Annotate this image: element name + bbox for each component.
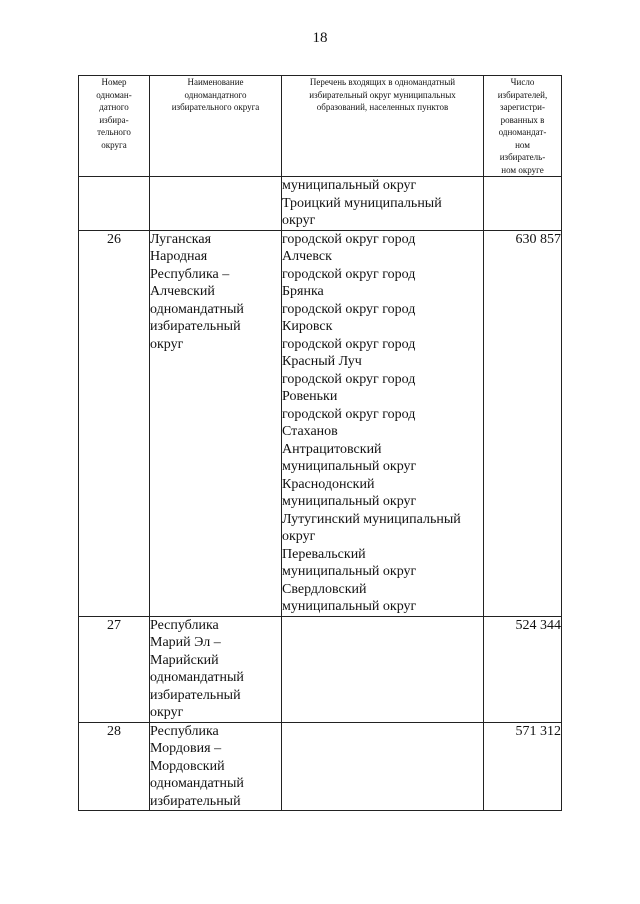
header-line: зарегистри- <box>500 102 545 112</box>
name-line: Республика – <box>150 266 230 282</box>
municipality-line: Кировск <box>282 319 333 334</box>
name-line: округ <box>150 336 184 352</box>
name-line: округ <box>150 705 184 720</box>
header-line: избиратель- <box>499 152 546 162</box>
header-line: ном <box>515 139 530 150</box>
name-line: Мордовия – <box>150 741 222 756</box>
cell-municipalities <box>282 177 484 231</box>
municipality-line: муниципальный округ <box>282 494 417 509</box>
municipality-line: Ровеньки <box>282 389 338 404</box>
municipality-line: городской округ город <box>282 266 416 282</box>
header-line: Число <box>510 77 535 87</box>
cell-voters <box>484 177 562 231</box>
municipality-line: Троицкий муниципальный <box>282 195 442 211</box>
cell-voters: 630 857 <box>484 230 562 616</box>
name-line: Алчевский <box>150 284 215 299</box>
municipality-line: округ <box>282 529 316 544</box>
page-number: 18 <box>312 30 328 46</box>
name-line: избирательный <box>150 319 241 334</box>
cell-voters: 571 312 <box>484 722 562 811</box>
header-line: избирателей, <box>497 89 548 100</box>
cell-number: 28 <box>79 722 150 811</box>
header-line: одноман- <box>96 89 132 100</box>
header-line: Наименование <box>187 77 244 87</box>
municipality-line: Краснодонский <box>282 476 375 492</box>
municipality-line: городской округ город <box>282 371 416 387</box>
name-line: Народная <box>150 249 208 264</box>
header-line: Номер <box>101 77 127 87</box>
municipality-line: Красный Луч <box>282 354 362 369</box>
name-line: Республика <box>150 617 219 633</box>
header-line: избирательного округа <box>171 102 260 112</box>
municipality-line: муниципальный округ <box>282 459 417 474</box>
header-voter-count <box>484 76 562 177</box>
header-line: избирательный округ муниципальных <box>309 89 456 100</box>
municipality-line: Алчевск <box>282 249 332 264</box>
municipality-line: муниципальный округ <box>282 178 417 193</box>
name-line: избирательный <box>150 793 241 809</box>
header-line: ном округе <box>501 164 544 175</box>
header-line: образований, населенных пунктов <box>316 102 449 112</box>
municipality-line: Брянка <box>282 284 324 299</box>
table-row <box>79 722 562 811</box>
table-row-continuation <box>79 177 562 231</box>
municipality-line: городской округ город <box>282 336 416 352</box>
cell-name <box>150 616 282 722</box>
cell-name <box>150 177 282 231</box>
name-line: Мордовский <box>150 758 225 774</box>
header-line: тельного <box>97 127 131 137</box>
header-line: рованных в <box>500 114 545 125</box>
municipality-line: Свердловский <box>282 581 367 597</box>
cell-municipalities <box>282 722 484 811</box>
table-header-row <box>79 76 562 177</box>
municipality-line: Антрацитовский <box>282 441 382 457</box>
name-line: Луганская <box>150 231 212 247</box>
municipality-line: Лутугинский муниципальный <box>282 511 461 527</box>
name-line: одномандатный <box>150 670 244 685</box>
cell-municipalities <box>282 230 484 616</box>
name-line: Республика <box>150 723 219 739</box>
municipality-line: городской округ город <box>282 406 416 422</box>
header-line: датного <box>99 102 129 112</box>
cell-number <box>79 177 150 231</box>
name-line: одномандатный <box>150 301 244 317</box>
cell-voters: 524 344 <box>484 616 562 722</box>
electoral-districts-table <box>78 75 562 811</box>
name-line: Марий Эл – <box>150 635 221 650</box>
cell-number: 26 <box>79 230 150 616</box>
name-line: Марийский <box>150 652 219 668</box>
header-line: округа <box>101 139 127 150</box>
name-line: одномандатный <box>150 776 244 791</box>
name-line: избирательный <box>150 687 241 703</box>
header-line: одномандат- <box>498 127 547 137</box>
municipality-line: городской округ город <box>282 231 416 247</box>
cell-municipalities <box>282 616 484 722</box>
header-district-number <box>79 76 150 177</box>
municipality-line: Перевальский <box>282 546 366 562</box>
cell-name <box>150 722 282 811</box>
cell-number: 27 <box>79 616 150 722</box>
header-line: избира- <box>99 114 129 125</box>
table-row <box>79 616 562 722</box>
header-municipalities <box>282 76 484 177</box>
municipality-line: Стаханов <box>282 424 338 439</box>
municipality-line: муниципальный округ <box>282 564 417 579</box>
header-line: одномандатного <box>184 89 247 100</box>
municipality-line: городской округ город <box>282 301 416 317</box>
cell-name <box>150 230 282 616</box>
table-row <box>79 230 562 616</box>
municipality-line: округ <box>282 213 316 228</box>
municipality-line: муниципальный округ <box>282 599 417 614</box>
header-line: Перечень входящих в одномандатный <box>309 77 456 87</box>
header-district-name <box>150 76 282 177</box>
